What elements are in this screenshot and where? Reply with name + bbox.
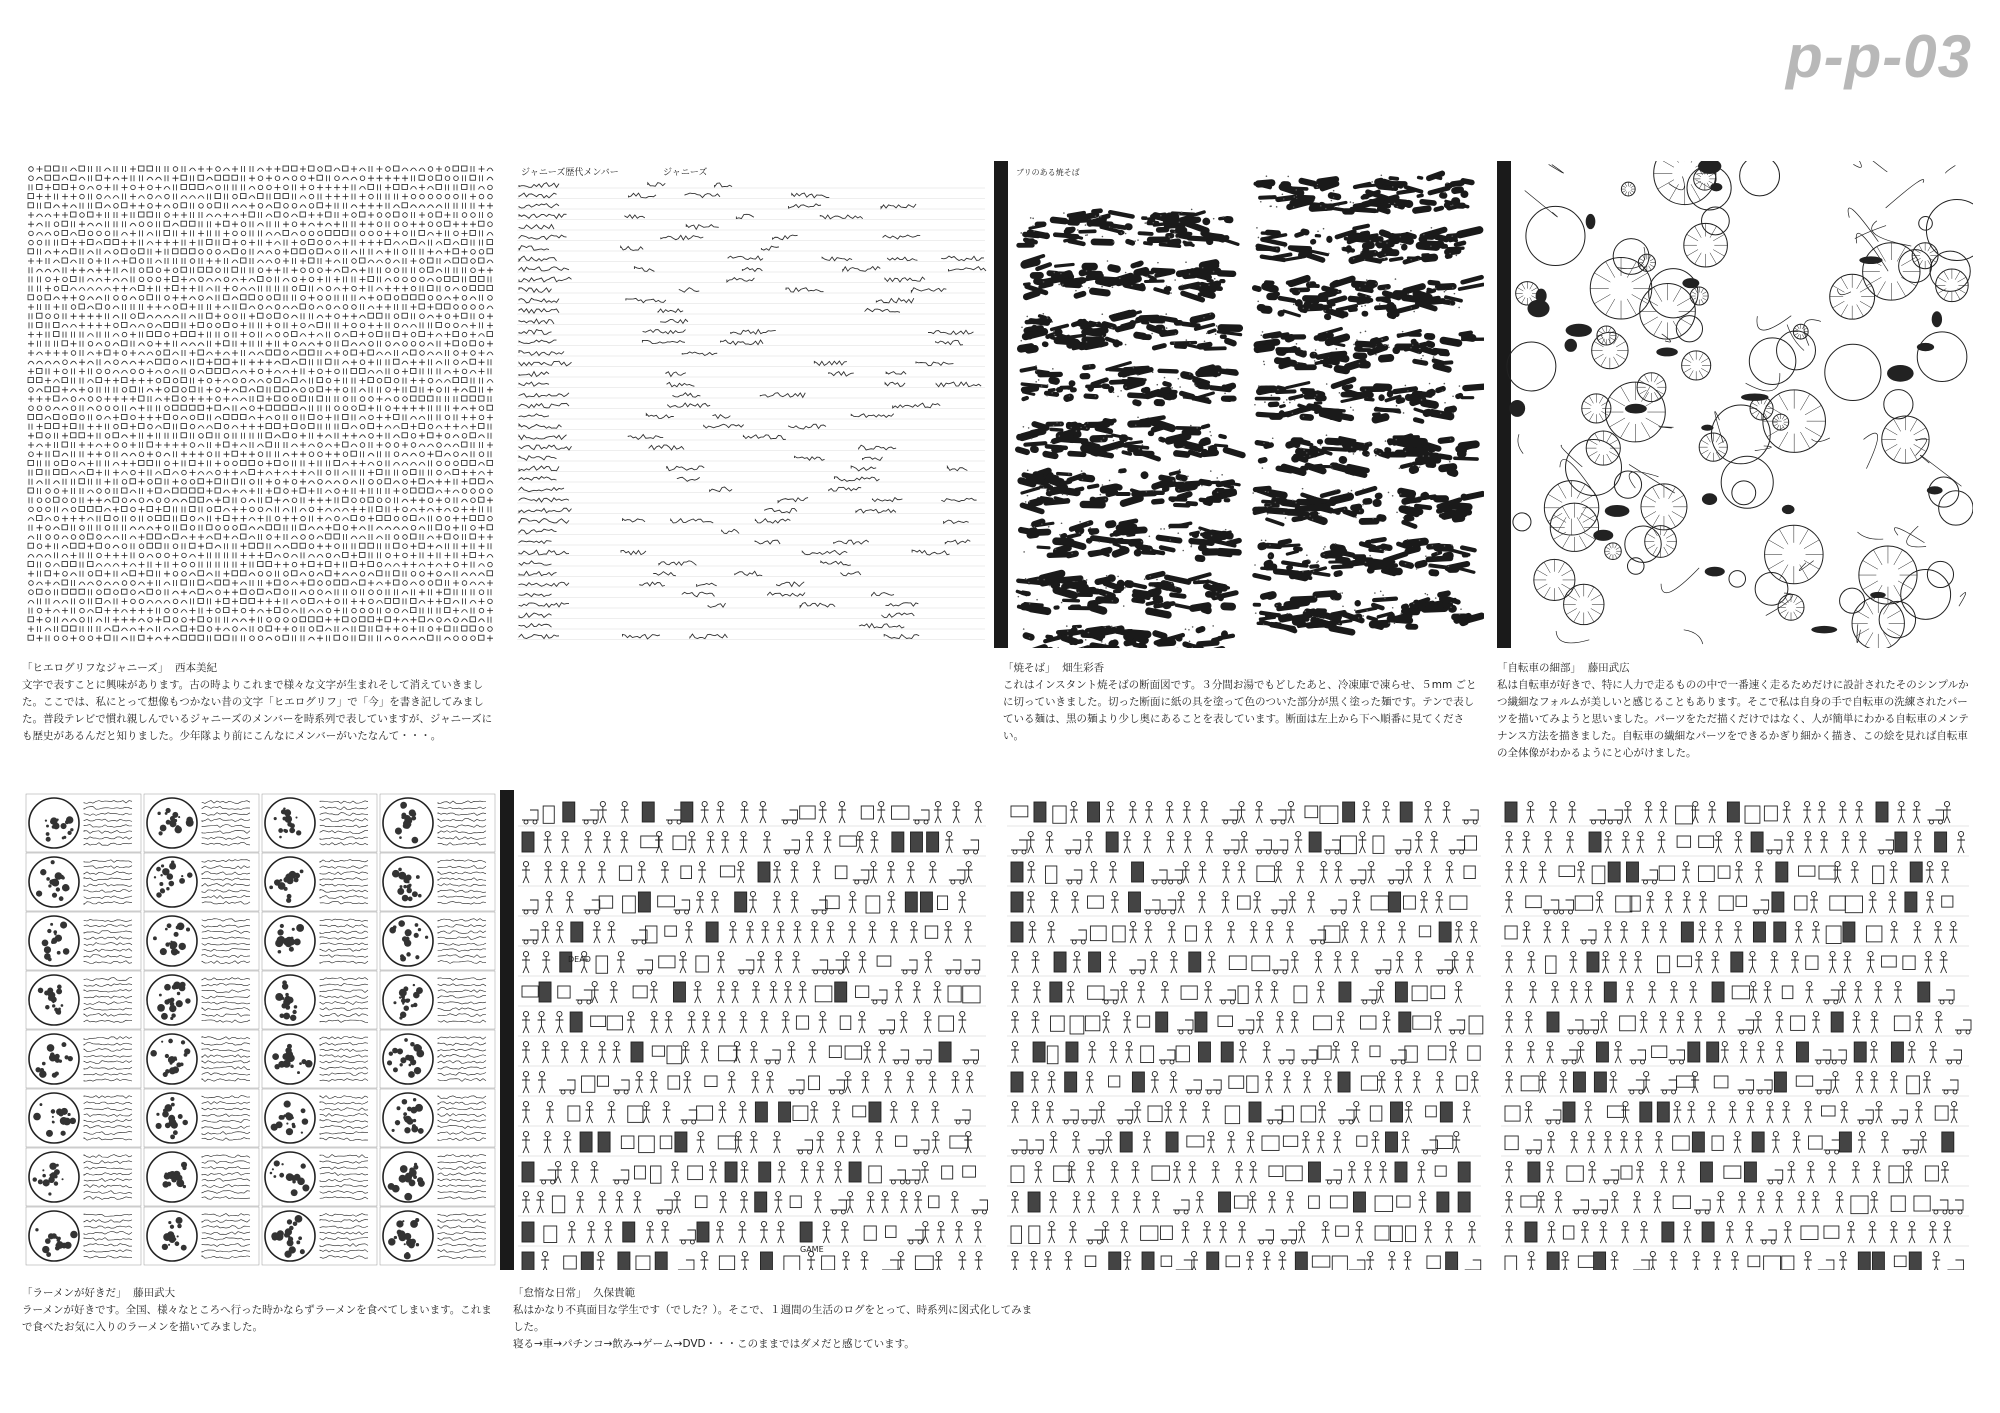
daily-log-week-3 [1497,790,1973,1270]
hieroglyph-artwork [22,161,498,648]
caption-body: これはインスタント焼そばの断面図です。３分間お湯でもどしたあと、冷凍庫で凍らせ、５mm ごとに切っていきました。切った断面に紙の具を塗って色のついた部分が黒く塗った麺です。テンで表している麺は、黒の麺より少し奥にあることを表しています。断面は左上から下へ順番に見てください。 [1003,679,1477,742]
caption-author: 藤田武広 [1587,662,1630,674]
daily-dead-label: DEAD [568,955,591,964]
caption-body: ラーメンが好きです。全国、様々なところへ行った時かならずラーメンを食べてしまいます。これまで食べたお気に入りのラーメンを描いてみました。 [22,1304,492,1333]
panel-daily-3 [1497,790,1973,1270]
bicycle-parts-drawing [1497,161,1973,648]
panel-ramen [22,790,498,1270]
caption-ramen [22,1285,500,1336]
page-code: p-p-03 [1786,23,1972,90]
caption-bicycle [1497,660,1973,762]
caption-hieroglyph [22,660,500,745]
caption-title: 「ラーメンが好きだ」 [22,1287,127,1299]
caption-author: 久保貴範 [593,1287,636,1299]
caption-body-2: 寝る→車→パチンコ→飲み→ゲーム→DVD・・・このままではダメだと感じています。 [513,1338,915,1350]
caption-body: 文字で表すことに興味があります。古の時よりこれまで様々な文字が生まれそして消えていきました。ここでは、私にとって想像もつかない昔の文字「ヒエログリフ」で「今」を書き記してみました。普段テレビで慣れ親しんでいるジャニーズのメンバーを時系列で表していますが、ジャニーズにも歴史があるんだと知りました。少年隊より前にこんなにメンバーがいたなんて・・・。 [22,679,493,742]
johnnys-members-chart [513,161,989,648]
johnnys-label: ジャニーズ [663,168,708,178]
panel-johnnys [513,161,989,648]
panel-daily-2 [1003,790,1485,1270]
panel-hieroglyph [22,161,498,648]
caption-body: 私は自転車が好きで、特に人力で走るものの中で一番速く走るためだけに設計されたそのシンプルかつ繊細なフォルムが美しいと感じることもあります。そこで私は自身の手で自転車の洗練されたパーツを描いてみようと思いました。パーツをただ描くだけではなく、人が簡単にわかる自転車のメンテナンス方法を描きました。自転車の繊細なパーツをできるかぎり細かく描き、この絵を見れば自転車の全体像がわかるようにと心がけました。 [1497,679,1969,759]
daily-log-week-2 [1003,790,1485,1270]
panel-yakisoba [994,161,1484,648]
caption-daily [513,1285,1033,1353]
panel-daily-1 [500,790,990,1270]
ramen-drawings [22,790,498,1270]
caption-title: 「焼そば」 [1003,662,1056,674]
caption-title: 「ヒエログリフなジャニーズ」 [22,662,169,674]
yakisoba-heading: ブリのある焼そば [1016,168,1080,177]
caption-body: 私はかなり不真面目な学生です（でした？）。そこで、１週間の生活のログをとって、時系列に図式化してみました。 [513,1304,1033,1333]
daily-game-sign: GAME [800,1245,824,1254]
yakisoba-cross-sections [994,161,1484,648]
caption-author: 西本美紀 [174,662,217,674]
daily-log-week-1 [500,790,990,1270]
johnnys-heading: ジャニーズ歴代メンバー [521,168,619,178]
caption-yakisoba [1003,660,1483,745]
caption-author: 畑生彩香 [1062,662,1105,674]
caption-author: 藤田武大 [133,1287,176,1299]
caption-title: 「自転車の細部」 [1497,662,1581,674]
caption-title: 「怠惰な日常」 [513,1287,587,1299]
panel-bicycle [1497,161,1973,648]
